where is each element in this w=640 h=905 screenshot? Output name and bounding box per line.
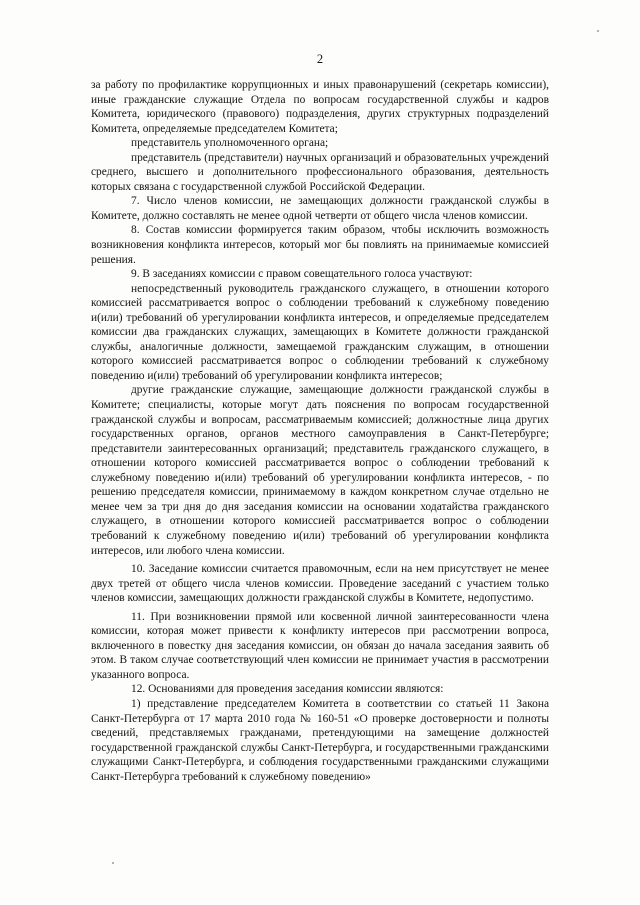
paragraph-12: 12. Основаниями для проведения заседания комиссии являются:: [131, 683, 444, 696]
paragraph-scientific-representatives: представитель (представители) научных организаций и образовательных учреждений среднего, высшего и дополнительного профессионального образования, деятельность которых связана с государственной службой Российской Федерации.: [91, 151, 549, 193]
document-body: [91, 78, 549, 784]
paragraph-7: 7. Число членов комиссии, не замещающих должности гражданской службы в Комитете, должно составлять не менее одной четверти от общего числа членов комиссии.: [91, 195, 549, 222]
scan-speck: [112, 862, 114, 864]
paragraph-8: 8. Состав комиссии формируется таким образом, чтобы исключить возможность возникновения конфликта интересов, который мог бы повлиять на принимаемые комиссией решения.: [91, 224, 549, 266]
scan-speck: [597, 30, 599, 32]
paragraph-authorized-body: представитель уполномоченного органа;: [131, 137, 329, 150]
paragraph-11: 11. При возникновении прямой или косвенной личной заинтересованности члена комиссии, которая может привести к конфликту интересов при рассмотрении вопроса, включенного в повестку дня заседания комиссии, он обязан до начала заседания заявить об этом. В таком случае соответствующий член комиссии не принимает участия в рассмотрении указанного вопроса.: [91, 610, 549, 681]
paragraph-10: 10. Заседание комиссии считается правомочным, если на нем присутствует не менее двух третей от общего числа членов комиссии. Проведение заседаний с участием только членов комиссии, замещающих должности гражданской службы в Комитете, недопустимо.: [91, 563, 549, 605]
paragraph-9-direct-supervisor: непосредственный руководитель гражданского служащего, в отношении которого комиссией рассматривается вопрос о соблюдении требований к служебному поведению и(или) требований об урегулировании конфликта интересов, и определяемые председателем комиссии два гражданских служащих, замещающих в Комитете должности гражданской службы, аналогичные должности, замещаемой гражданским служащим, в отношении которого комиссией рассматривается вопрос о соблюдении требований к служебному поведению и(или) требований об урегулировании конфликта интересов;: [91, 282, 549, 382]
paragraph-12-item-1: 1) представление председателем Комитета в соответствии со статьей 11 Закона Санкт-Петербурга от 17 марта 2010 года № 160-51 «О проверке достоверности и полноты сведений, представляемых гражданами, претендующими на замещение должностей государственной гражданской службы Санкт-Петербурга, и государственными гражданскими служащими Санкт-Петербурга, и соблюдения государственными гражданскими служащими Санкт-Петербурга требований к служебному поведению»: [91, 697, 549, 783]
paragraph-9-other-participants: другие гражданские служащие, замещающие должности гражданской службы в Комитете; специалисты, которые могут дать пояснения по вопросам государственной гражданской службы и вопросам, рассматриваемым комиссией; должностные лица других государственных органов, органов местного самоуправления в Санкт-Петербурге; представители заинтересованных организаций; представитель гражданского служащего, в отношении которого комиссией рассматривается вопрос о соблюдении требований к служебному поведению и(или) требований об урегулировании конфликта интересов, - по решению председателя комиссии, принимаемому в каждом конкретном случае отдельно не менее чем за три дня до дня заседания комиссии на основании ходатайства гражданского служащего, в отношении которого комиссией рассматривается вопрос о соблюдении требований к служебному поведению и(или) требований об урегулировании конфликта интересов, или любого члена комиссии.: [91, 384, 549, 557]
page-number: 2: [316, 52, 324, 66]
paragraph-9: 9. В заседаниях комиссии с правом совещательного голоса участвуют:: [131, 268, 473, 281]
paragraph-commission-secretary: за работу по профилактике коррупционных и иных правонарушений (секретарь комиссии), иные гражданские служащие Отдела по вопросам государственной службы и кадров Комитета, юридического (правового) подразделения, других структурных подразделений Комитета, определяемые председателем Комитета;: [91, 79, 549, 135]
